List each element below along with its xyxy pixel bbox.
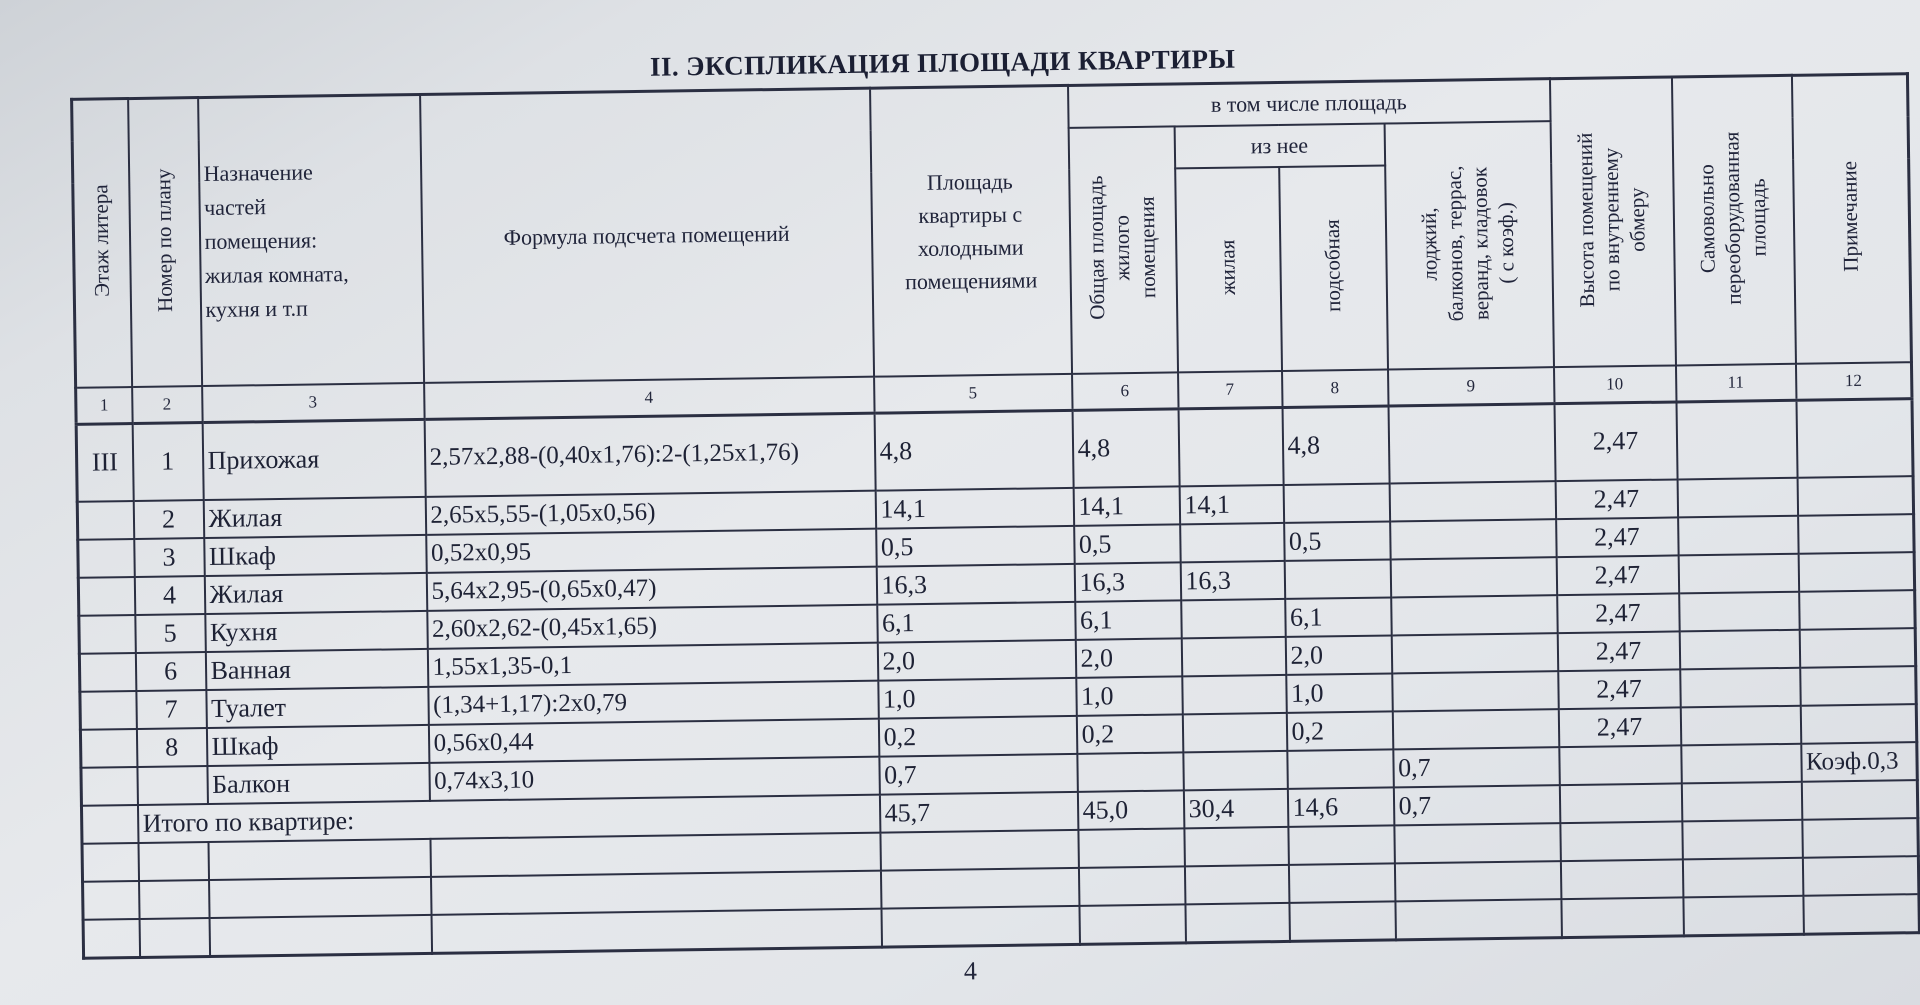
table-cell: 45,0 bbox=[1077, 790, 1184, 829]
table-cell bbox=[1184, 865, 1289, 904]
table-cell bbox=[1678, 554, 1799, 594]
header-loggias-label: лоджий, балконов, террас, веранд, кладовок ( с коэф.) bbox=[1417, 164, 1519, 322]
table-cell: Ванная bbox=[205, 649, 428, 690]
table-cell: Жилая bbox=[204, 573, 427, 614]
table-cell bbox=[1681, 782, 1802, 822]
table-cell: 30,4 bbox=[1183, 789, 1288, 828]
table-cell: Итого по квартире: bbox=[137, 795, 879, 843]
column-number: 12 bbox=[1795, 362, 1911, 400]
table-cell: 2,0 bbox=[877, 640, 1076, 681]
header-note bbox=[1791, 74, 1911, 364]
table-cell: 5,64х2,95-(0,65х0,47) bbox=[426, 567, 876, 611]
table-cell: 6,1 bbox=[1075, 600, 1182, 639]
table-cell bbox=[1284, 559, 1391, 598]
table-cell bbox=[1183, 751, 1288, 790]
table-cell: 0,5 bbox=[1074, 524, 1181, 563]
scanned-page bbox=[70, 31, 1919, 998]
table-cell: 2,47 bbox=[1558, 669, 1681, 709]
table-cell: 2,47 bbox=[1556, 555, 1679, 595]
header-living bbox=[1175, 167, 1282, 372]
table-cell bbox=[1181, 637, 1286, 676]
table-cell: 2 bbox=[133, 500, 204, 539]
table-cell: 0,2 bbox=[1076, 714, 1183, 753]
table-cell: 2,0 bbox=[1285, 635, 1392, 674]
table-cell bbox=[1287, 749, 1394, 788]
header-auxiliary bbox=[1279, 166, 1388, 371]
table-cell bbox=[139, 918, 210, 957]
column-number: 5 bbox=[874, 374, 1072, 413]
table-cell: 0,52х0,95 bbox=[426, 529, 876, 573]
table-cell bbox=[1392, 671, 1559, 711]
table-cell: 16,3 bbox=[876, 564, 1075, 605]
table-cell: 4,8 bbox=[874, 410, 1073, 491]
table-cell bbox=[82, 843, 139, 882]
table-cell: 2,47 bbox=[1557, 631, 1680, 671]
table-cell: 14,1 bbox=[1179, 485, 1284, 524]
table-cell bbox=[1798, 552, 1915, 592]
table-cell bbox=[79, 653, 136, 692]
table-cell bbox=[1388, 403, 1555, 483]
header-including-area: в том числе площадь bbox=[1068, 79, 1551, 128]
table-cell bbox=[1560, 859, 1683, 899]
table-cell bbox=[1796, 398, 1913, 478]
table-cell: 0,2 bbox=[878, 716, 1077, 757]
header-plan-number bbox=[128, 98, 202, 387]
table-cell: 6,1 bbox=[1285, 597, 1392, 636]
table-cell bbox=[81, 805, 138, 844]
table-cell: 4,8 bbox=[1072, 408, 1179, 487]
header-note-label: Примечание bbox=[1837, 161, 1864, 273]
table-cell: 14,6 bbox=[1287, 787, 1394, 826]
table-cell bbox=[1678, 516, 1799, 556]
table-cell: Туалет bbox=[206, 687, 429, 728]
table-cell bbox=[431, 871, 881, 915]
table-cell bbox=[1391, 595, 1558, 635]
table-cell bbox=[1677, 478, 1798, 518]
table-cell bbox=[1078, 866, 1185, 905]
table-cell: 0,5 bbox=[876, 526, 1075, 567]
table-cell: 2,0 bbox=[1075, 638, 1182, 677]
column-number: 2 bbox=[132, 386, 202, 423]
table-cell: III bbox=[76, 423, 133, 502]
table-cell bbox=[1559, 783, 1682, 823]
table-cell: 2,57х2,88-(0,40х1,76):2-(1,25х1,76) bbox=[424, 413, 875, 497]
table-cell bbox=[1680, 706, 1801, 746]
table-cell bbox=[1800, 666, 1917, 706]
table-header bbox=[72, 74, 1912, 424]
table-cell: 6 bbox=[135, 652, 206, 691]
table-cell bbox=[1802, 856, 1919, 896]
table-cell: 16,3 bbox=[1180, 561, 1285, 600]
table-cell bbox=[80, 729, 137, 768]
table-cell: 2,47 bbox=[1556, 517, 1679, 557]
table-cell bbox=[880, 830, 1079, 871]
table-cell: 0,7 bbox=[879, 754, 1078, 795]
table-cell bbox=[139, 880, 210, 919]
table-cell bbox=[83, 919, 140, 958]
column-number: 8 bbox=[1282, 369, 1388, 406]
table-cell bbox=[1797, 476, 1914, 516]
table-cell bbox=[209, 877, 432, 918]
table-cell bbox=[1079, 904, 1186, 943]
table-cell bbox=[1289, 901, 1396, 940]
table-cell: (1,34+1,17):2х0,79 bbox=[428, 681, 878, 725]
table-cell bbox=[78, 539, 135, 578]
table-cell: 5 bbox=[135, 614, 206, 653]
table-cell bbox=[1681, 744, 1802, 784]
table-cell bbox=[1683, 896, 1804, 936]
table-cell: Шкаф bbox=[206, 725, 429, 766]
header-height bbox=[1549, 77, 1675, 367]
page-number: 4 bbox=[963, 955, 978, 985]
table-cell bbox=[81, 767, 138, 806]
table-cell: 8 bbox=[136, 728, 207, 767]
table-cell bbox=[1078, 828, 1185, 867]
table-cell bbox=[1394, 823, 1561, 863]
table-cell: 1,0 bbox=[878, 678, 1077, 719]
header-living-label: жилая bbox=[1214, 239, 1240, 295]
header-loggias bbox=[1384, 121, 1553, 369]
table-cell bbox=[209, 915, 432, 956]
table-cell bbox=[1802, 818, 1919, 858]
table-cell: 0,56х0,44 bbox=[428, 719, 878, 763]
table-cell: 2,47 bbox=[1554, 401, 1677, 481]
header-formula: Формула подсчета помещений bbox=[420, 88, 874, 383]
table-cell: 2,65х5,55-(1,05х0,56) bbox=[425, 491, 875, 535]
header-floor-letter-label: Этаж литера bbox=[88, 184, 114, 298]
column-number: 11 bbox=[1675, 364, 1795, 402]
table-cell bbox=[137, 766, 208, 805]
table-cell bbox=[1182, 713, 1287, 752]
table-cell bbox=[430, 833, 880, 877]
table-cell: 1,55х1,35-0,1 bbox=[427, 643, 877, 687]
table-cell bbox=[79, 615, 136, 654]
table-cell: 1,0 bbox=[1286, 673, 1393, 712]
header-auxiliary-label: подсобная bbox=[1319, 219, 1345, 313]
table-cell bbox=[1178, 407, 1283, 486]
table-cell bbox=[1679, 630, 1800, 670]
table-cell: 14,1 bbox=[875, 488, 1074, 529]
table-cell: 7 bbox=[136, 690, 207, 729]
table-cell bbox=[1680, 668, 1801, 708]
table-cell: 45,7 bbox=[879, 792, 1078, 833]
table-cell bbox=[1181, 599, 1286, 638]
table-cell bbox=[77, 501, 134, 540]
table-cell: 0,5 bbox=[1284, 521, 1391, 560]
table-cell bbox=[1077, 752, 1184, 791]
table-cell: 0,74х3,10 bbox=[429, 757, 879, 801]
column-number: 6 bbox=[1072, 372, 1178, 409]
table-cell bbox=[1394, 861, 1561, 901]
table-cell bbox=[1390, 557, 1557, 597]
table-cell: 1 bbox=[132, 422, 203, 501]
header-purpose: Назначение частей помещения: жилая комната, кухня и т.п bbox=[198, 94, 424, 386]
table-cell: Кухня bbox=[205, 611, 428, 652]
column-number: 10 bbox=[1553, 365, 1675, 403]
table-cell bbox=[1803, 894, 1920, 934]
header-height-label: Высота помещений по внутреннему обмеру bbox=[1572, 132, 1650, 308]
table-cell: Прихожая bbox=[202, 419, 425, 500]
table-cell bbox=[1283, 483, 1390, 522]
column-number: 9 bbox=[1388, 367, 1554, 405]
table-cell: Коэф.0,3 bbox=[1801, 742, 1918, 782]
table-cell bbox=[1559, 745, 1682, 785]
header-of-it: из нее bbox=[1174, 124, 1385, 169]
table-cell bbox=[1561, 897, 1684, 937]
table-cell bbox=[1799, 590, 1916, 630]
table-cell bbox=[1682, 820, 1803, 860]
table-cell bbox=[1798, 514, 1915, 554]
table-cell bbox=[138, 842, 209, 881]
column-number: 7 bbox=[1178, 371, 1282, 408]
table-cell: 0,2 bbox=[1286, 711, 1393, 750]
table-cell: 2,47 bbox=[1557, 593, 1680, 633]
table-cell bbox=[80, 691, 137, 730]
table-cell bbox=[1184, 827, 1289, 866]
table-cell: 16,3 bbox=[1074, 562, 1181, 601]
table-cell: 4 bbox=[134, 576, 205, 615]
table-body bbox=[76, 398, 1919, 958]
table-cell bbox=[1390, 519, 1557, 559]
table-cell: 3 bbox=[134, 538, 205, 577]
table-cell: 0,7 bbox=[1393, 785, 1560, 825]
table-cell bbox=[1801, 780, 1918, 820]
table-cell: Жилая bbox=[203, 497, 426, 538]
table-cell bbox=[208, 839, 431, 880]
header-unauthorized-area-label: Самовольно переоборудованная площадь bbox=[1694, 131, 1771, 305]
header-total-living-area-label: Общая площадь жилого помещения bbox=[1083, 175, 1161, 321]
header-total-living-area bbox=[1068, 126, 1177, 373]
table-cell bbox=[1395, 899, 1562, 939]
table-cell: Шкаф bbox=[204, 535, 427, 576]
table-cell bbox=[83, 881, 140, 920]
column-number: 3 bbox=[202, 383, 424, 422]
table-cell: 2,47 bbox=[1558, 707, 1681, 747]
table-cell bbox=[1391, 633, 1558, 673]
table-cell bbox=[1288, 825, 1395, 864]
header-floor-letter bbox=[72, 99, 132, 388]
table-cell: 2,47 bbox=[1555, 479, 1678, 519]
table-cell bbox=[1560, 821, 1683, 861]
table-cell bbox=[1182, 675, 1287, 714]
table-cell: 4,8 bbox=[1282, 405, 1389, 484]
table-cell bbox=[1799, 628, 1916, 668]
explication-table bbox=[70, 72, 1920, 959]
table-cell bbox=[1185, 903, 1290, 942]
table-cell bbox=[880, 868, 1079, 909]
table-cell: 2,60х2,62-(0,45х1,65) bbox=[427, 605, 877, 649]
table-cell: 1,0 bbox=[1076, 676, 1183, 715]
table-cell bbox=[1392, 709, 1559, 749]
column-number: 1 bbox=[76, 387, 132, 424]
header-unauthorized-area bbox=[1671, 75, 1795, 365]
table-cell bbox=[1676, 400, 1797, 480]
page-title: II. ЭКСПЛИКАЦИЯ ПЛОЩАДИ КВАРТИРЫ bbox=[649, 43, 1236, 82]
table-cell bbox=[1180, 523, 1285, 562]
header-plan-number-label: Номер по плану bbox=[150, 168, 177, 312]
table-cell bbox=[1682, 858, 1803, 898]
table-cell: 0,7 bbox=[1393, 747, 1560, 787]
table-cell bbox=[78, 577, 135, 616]
table-cell: Балкон bbox=[207, 763, 430, 804]
header-apartment-area-cold: Площадь квартиры с холодными помещениями bbox=[870, 85, 1072, 376]
table-cell bbox=[431, 909, 881, 953]
table-cell bbox=[1288, 863, 1395, 902]
table-cell bbox=[881, 906, 1080, 947]
table-cell: 6,1 bbox=[877, 602, 1076, 643]
table-cell: 14,1 bbox=[1073, 486, 1180, 525]
column-number: 4 bbox=[424, 377, 874, 419]
table-cell bbox=[1389, 481, 1556, 521]
table-cell bbox=[1679, 592, 1800, 632]
table-cell bbox=[1800, 704, 1917, 744]
